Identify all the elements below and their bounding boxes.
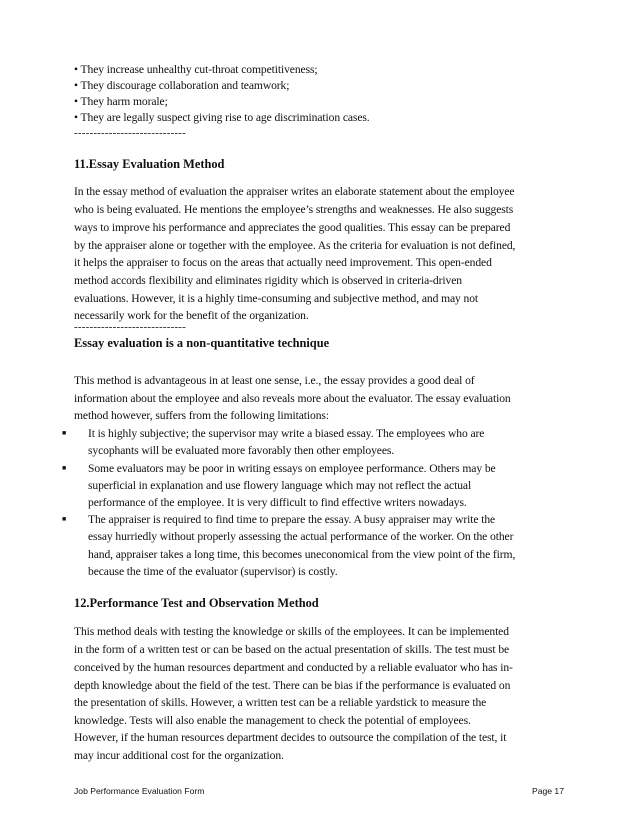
section-12-paragraph-line: may incur additional cost for the organization. bbox=[74, 749, 284, 762]
section-12-paragraph-line: conceived by the human resources department and conducted by a reliable evaluator who has in- bbox=[74, 661, 513, 674]
limitation-line: performance of the employee. It is very difficult to find effective writers nowadays. bbox=[88, 496, 467, 509]
top-bullet-item: • They discourage collaboration and teamwork; bbox=[74, 79, 290, 92]
section-12-heading: 12.Performance Test and Observation Method bbox=[74, 596, 319, 610]
square-bullet-icon: ■ bbox=[62, 464, 67, 472]
section-11-paragraph-line: it helps the appraiser to focus on the areas that actually need improvement. This open-ended bbox=[74, 256, 492, 269]
footer-document-title: Job Performance Evaluation Form bbox=[74, 786, 205, 796]
limitation-line: The appraiser is required to find time to prepare the essay. A busy appraiser may write the bbox=[88, 513, 496, 526]
limitation-line: essay hurriedly without properly assessing the actual performance of the worker. On the other bbox=[88, 530, 514, 543]
separator-line: ----------------------------- bbox=[74, 127, 187, 139]
limitation-line: hand, appraiser takes a long time, this becomes uneconomical from the view point of the firm, bbox=[88, 548, 516, 561]
section-12-paragraph-line: This method deals with testing the knowledge or skills of the employees. It can be implemented bbox=[74, 625, 509, 638]
section-11-paragraph-line: In the essay method of evaluation the appraiser writes an elaborate statement about the employee bbox=[74, 185, 515, 198]
footer-page-number: Page 17 bbox=[531, 786, 564, 796]
top-bullet-item: • They are legally suspect giving rise to age discrimination cases. bbox=[74, 111, 370, 124]
section-11-heading: 11.Essay Evaluation Method bbox=[74, 157, 225, 171]
section-11-subheading: Essay evaluation is a non-quantitative technique bbox=[74, 336, 330, 350]
limitation-line: sycophants will be evaluated more favorably then other employees. bbox=[88, 444, 395, 457]
square-bullet-icon: ■ bbox=[62, 515, 67, 523]
section-12-paragraph-line: knowledge. Tests will also enable the management to check the potential of employees. bbox=[74, 714, 471, 727]
limitation-line: superficial in explanation and use flowery language which may not reflect the actual bbox=[88, 479, 472, 492]
section-11-paragraph-line: ways to improve his performance and appreciates the good qualities. This essay can be prepared bbox=[74, 221, 511, 234]
section-11-paragraph-line: evaluations. However, it is a highly time-consuming and subjective method, and may not bbox=[74, 292, 479, 305]
section-12-paragraph-line: in the form of a written test or can be based on the actual presentation of skills. The test must be bbox=[74, 643, 510, 656]
section-12-paragraph-line: However, if the human resources department decides to outsource the compilation of the test, it bbox=[74, 731, 507, 744]
section-12-paragraph-line: the presentation of skills. However, a written test can be a reliable yardstick to measure the bbox=[74, 696, 487, 709]
section-11-paragraph-line: who is being evaluated. He mentions the employee’s strengths and weaknesses. He also suggests bbox=[74, 203, 514, 216]
limitation-line: Some evaluators may be poor in writing essays on employee performance. Others may be bbox=[88, 462, 496, 475]
section-12-paragraph-line: depth knowledge about the field of the test. There can be bias if the performance is evaluated on bbox=[74, 679, 511, 692]
section-11-paragraph-line: necessarily work for the benefit of the organization. bbox=[74, 309, 309, 322]
section-11-intro-line: information about the employee and also reveals more about the evaluator. The essay evaluation bbox=[74, 392, 511, 405]
section-11-intro-line: method however, suffers from the following limitations: bbox=[74, 409, 329, 422]
section-11-intro-line: This method is advantageous in at least one sense, i.e., the essay provides a good deal of bbox=[74, 374, 475, 387]
section-11-paragraph-line: by the appraiser alone or together with the employee. As the criteria for evaluation is not defined, bbox=[74, 239, 516, 252]
limitation-line: It is highly subjective; the supervisor may write a biased essay. The employees who are bbox=[88, 427, 485, 440]
section-11-paragraph-line: method accords flexibility and eliminates rigidity which is observed in criteria-driven bbox=[74, 274, 462, 287]
square-bullet-icon: ■ bbox=[62, 429, 67, 437]
top-bullet-item: • They harm morale; bbox=[74, 95, 168, 108]
top-bullet-item: • They increase unhealthy cut-throat competitiveness; bbox=[74, 63, 318, 76]
separator-line: ----------------------------- bbox=[74, 321, 187, 333]
limitation-line: because the time of the evaluator (supervisor) is costly. bbox=[88, 565, 338, 578]
